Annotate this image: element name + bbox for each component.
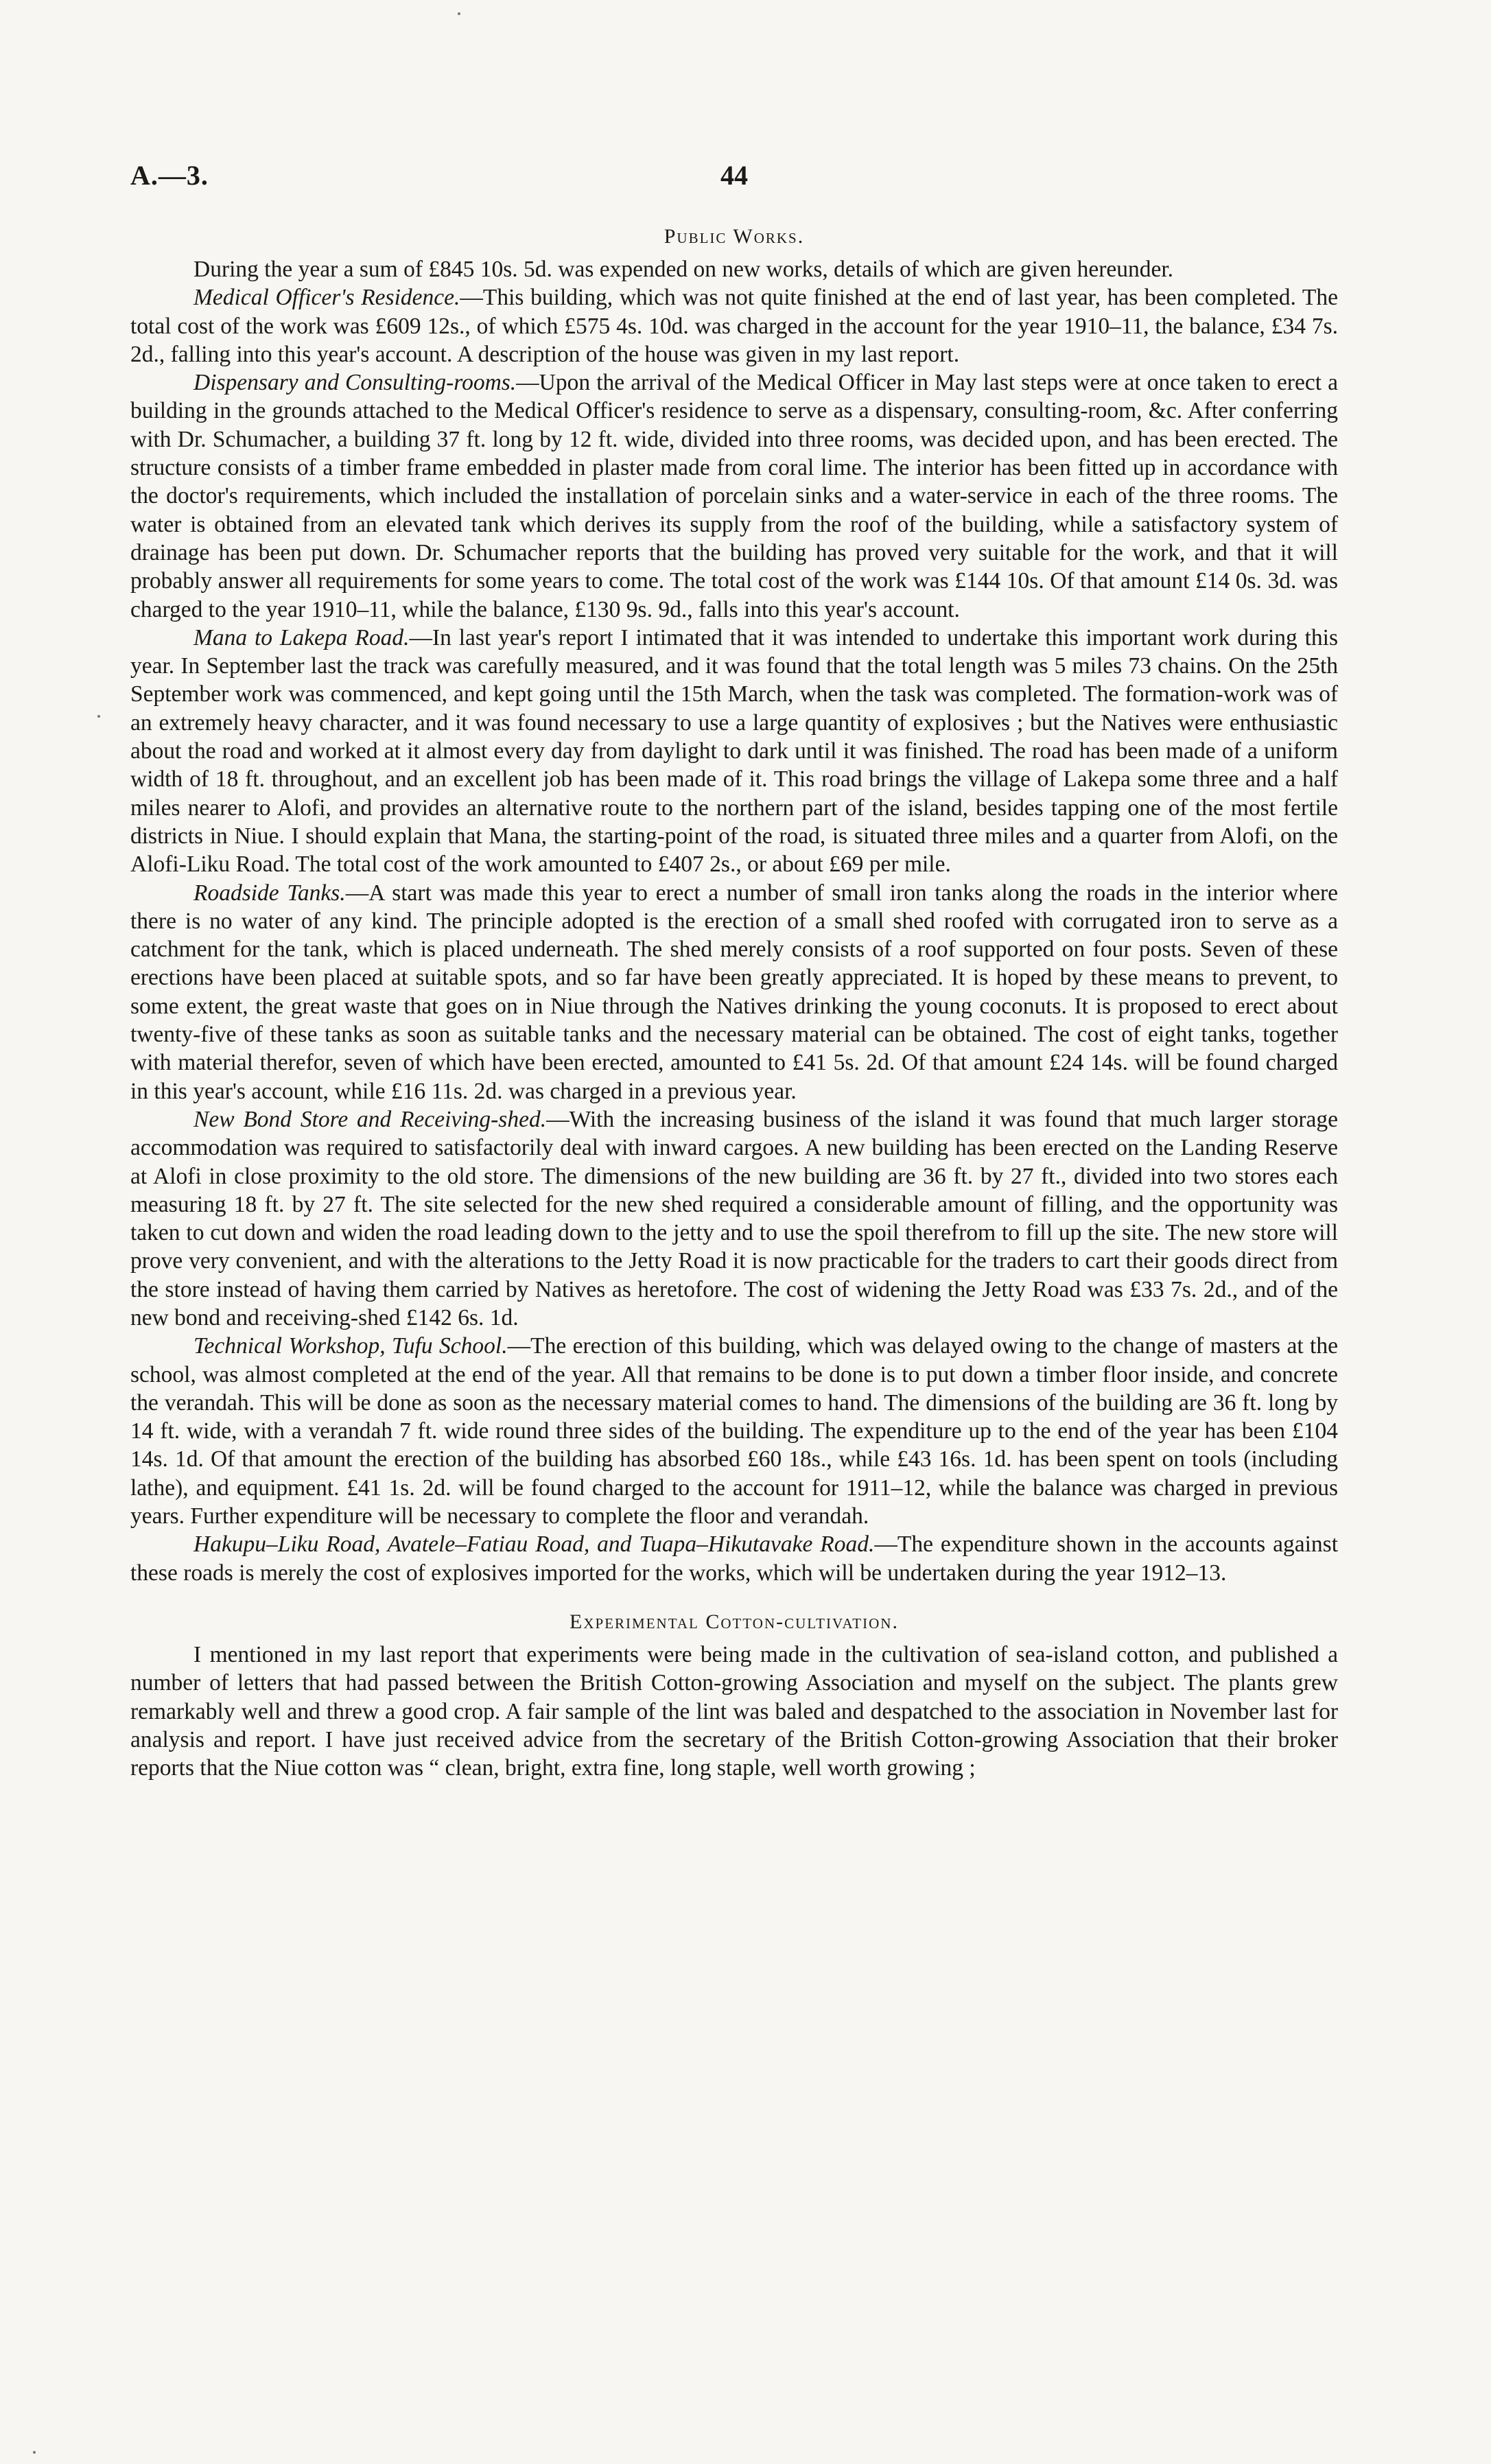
paragraph-subheading: Mana to Lakepa Road. <box>193 624 410 650</box>
paragraph-cotton <box>130 1641 1338 1782</box>
paragraph-text: —The expenditure shown in the accounts against these roads is merely the cost of explosives imported for the works, which will be undertaken during the year 1912–13. <box>130 1532 1338 1586</box>
page-body <box>130 218 1338 1782</box>
section-cotton-cultivation <box>130 1610 1338 1782</box>
section-public-works <box>130 225 1338 1587</box>
paragraph-text: —In last year's report I intimated that it was intended to undertake this important work during this year. In September last the track was carefully measured, and it was found that the total length was 5 miles 73 chains. On the 25th September work was commenced, and kept going until the 15th March, when the task was completed. The formation-work was of an extremely heavy character, and it was found necessary to use a large quantity of explosives ; but the Natives were enthusiastic about the road and worked at it almost every day from daylight to dark until it was finished. The road has been made of a uniform width of 18 ft. throughout, and an excellent job has been made of it. This road brings the village of Lakepa some three and a half miles nearer to Alofi, and provides an alternative route to the northern part of the island, besides tapping one of the most fertile districts in Niue. I should explain that Mana, the starting-point of the road, is situated three miles and a quarter from Alofi, on the Alofi-Liku Road. The total cost of the work amounted to £407 2s., or about £69 per mile. <box>130 624 1339 878</box>
paragraph-other-roads <box>130 1530 1338 1587</box>
paragraph-text: —A start was made this year to erect a number of small iron tanks along the roads in the interior where there is no water of any kind. The principle adopted is the erection of a small shed roofed with corrugated iron to serve as a catchment for the tank, which is placed underneath. The shed merely consists of a roof supported on four posts. Seven of these erections have been placed at suitable spots, and so far have been greatly appreciated. It is hoped by these means to prevent, to some extent, the great waste that goes on in Niue through the Natives drinking the young coconuts. It is proposed to erect about twenty-five of these tanks as soon as suitable tanks and the necessary material can be obtained. The cost of eight tanks, together with material therefor, seven of which have been erected, amounted to £41 5s. 2d. Of that amount £24 14s. will be found charged in this year's account, while £16 11s. 2d. was charged in a previous year. <box>130 880 1338 1104</box>
paragraph-subheading: Roadside Tanks. <box>193 880 346 906</box>
page-number: 44 <box>720 160 748 191</box>
paragraph-subheading: Medical Officer's Residence. <box>193 285 460 311</box>
paragraph-subheading: Technical Workshop, Tufu School. <box>193 1333 508 1359</box>
scan-speck <box>458 12 460 15</box>
paragraph-roadside-tanks <box>130 879 1338 1105</box>
page-header <box>130 159 1338 207</box>
paragraph-mana-lakepa-road <box>130 624 1338 879</box>
scan-speck <box>97 715 100 718</box>
paragraph-subheading: Hakupu–Liku Road, Avatele–Fatiau Road, and Tuapa–Hikutavake Road. <box>193 1532 875 1558</box>
paragraph-text: —The erection of this building, which was delayed owing to the change of masters at the school, was almost completed at the end of the year. All that remains to be done is to put down a timber floor inside, and concrete the verandah. This will be done as soon as the necessary material comes to hand. The dimensions of the building are 36 ft. long by 14 ft. wide, with a verandah 7 ft. wide round three sides of the building. The expenditure up to the end of the year has been £104 14s. 1d. Of that amount the erection of the building has absorbed £60 18s., while £43 16s. 1d. has been spent on tools (including lathe), and equipment. £41 1s. 2d. will be found charged to the account for 1911–12, while the balance was charged in previous years. Further expenditure will be necessary to complete the floor and verandah. <box>130 1333 1338 1529</box>
paragraph-text: During the year a sum of £845 10s. 5d. was expended on new works, details of which are given hereunder. <box>193 257 1174 282</box>
paragraph-medical-officers-residence <box>130 283 1338 368</box>
document-reference: A.—3. <box>130 160 209 191</box>
paragraph-dispensary <box>130 368 1338 624</box>
paragraph-subheading: Dispensary and Consulting-rooms. <box>193 370 517 396</box>
paragraph-text: —Upon the arrival of the Medical Officer in May last steps were at once taken to erect a building in the grounds attached to the Medical Officer's residence to serve as a dispensary, consulting-room, &c. After conferring with Dr. Schumacher, a building 37 ft. long by 12 ft. wide, divided into three rooms, was decided upon, and has been erected. The structure consists of a timber frame embedded in plaster made from coral lime. The interior has been fitted up in accordance with the doctor's requirements, which included the installation of porcelain sinks and a water-service in each of the three rooms. The water is obtained from an elevated tank which derives its supply from the roof of the building, while a satisfactory system of drainage has been put down. Dr. Schumacher reports that the building has proved very suitable for the work, and that it will probably answer all requirements for some years to come. The total cost of the work was £144 10s. Of that amount £14 0s. 3d. was charged to the year 1910–11, while the balance, £130 9s. 9d., falls into this year's account. <box>130 370 1338 622</box>
paragraph-text: —With the increasing business of the island it was found that much larger storage accommodation was required to satisfactorily deal with inward cargoes. A new building has been erected on the Landing Reserve at Alofi in close proximity to the old store. The dimensions of the new building are 36 ft. by 27 ft., divided into two stores each measuring 18 ft. by 27 ft. The site selected for the new shed required a considerable amount of filling, and the opportunity was taken to cut down and widen the road leading down to the jetty and to use the spoil therefrom to fill up the site. The new store will prove very convenient, and with the alterations to the Jetty Road it is now practicable for the traders to cart their goods direct from the store instead of having them carried by Natives as heretofore. The cost of widening the Jetty Road was £33 7s. 2d., and of the new bond and receiving-shed £142 6s. 1d. <box>130 1106 1339 1330</box>
paragraph-intro <box>130 255 1338 283</box>
scan-speck <box>33 2451 36 2454</box>
paragraph-text: I mentioned in my last report that experiments were being made in the cultivation of sea-island cotton, and published a number of letters that had passed between the British Cotton-growing Association and myself on the subject. The plants grew remarkably well and threw a good crop. A fair sample of the lint was baled and despatched to the association in November last for analysis and report. I have just received advice from the secretary of the British Cotton-growing Association that their broker reports that the Niue cotton was “ clean, bright, extra fine, long staple, well worth growing ; <box>130 1641 1338 1781</box>
section-heading: Experimental Cotton-cultivation. <box>570 1610 899 1633</box>
section-heading: Public Works. <box>664 225 805 248</box>
paragraph-text: —This building, which was not quite finished at the end of last year, has been completed. The total cost of the work was £609 12s., of which £575 4s. 10d. was charged in the account for the year 1910–11, the balance, £34 7s. 2d., falling into this year's account. A description of the house was given in my last report. <box>130 285 1339 367</box>
paragraph-technical-workshop <box>130 1332 1338 1530</box>
paragraph-bond-store <box>130 1105 1338 1332</box>
paragraph-subheading: New Bond Store and Receiving-shed. <box>193 1106 547 1132</box>
